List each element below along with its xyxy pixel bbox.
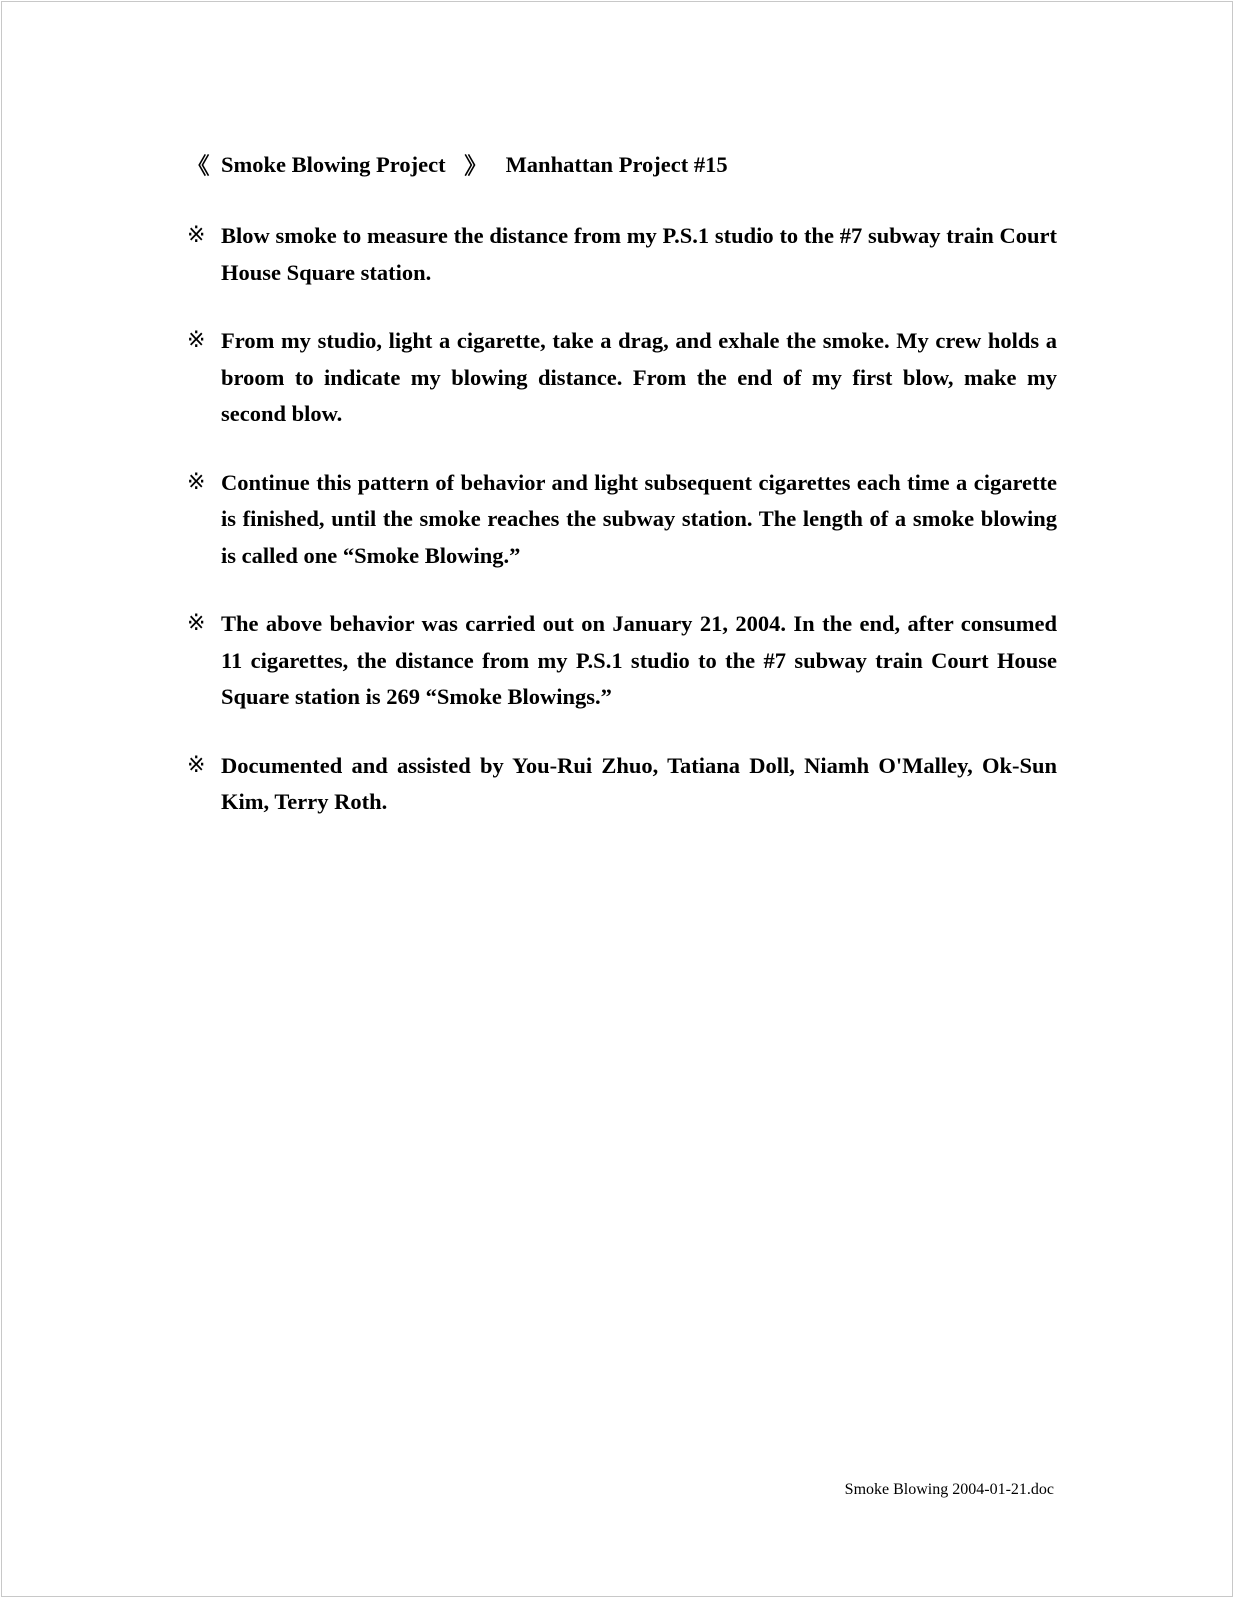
document-body (187, 148, 1057, 853)
paragraph-text: Documented and assisted by You-Rui Zhuo, Tatiana Doll, Niamh O'Malley, Ok-Sun Kim, Terry Roth. (221, 752, 1057, 814)
document-title (187, 148, 1057, 182)
reference-mark-icon: ※ (187, 469, 206, 495)
paragraph-text: The above behavior was carried out on January 21, 2004. In the end, after consumed 11 cigarettes, the distance from my P.S.1 studio to the #7 subway train Court House Square station is 269 “Smoke Blowings.” (221, 611, 1057, 709)
paragraph-item (187, 323, 1057, 433)
paragraph-item (187, 748, 1057, 821)
paragraph-text: From my studio, light a cigarette, take a drag, and exhale the smoke. My crew holds a broom to indicate my blowing distance. From the end of my first blow, make my second blow. (221, 328, 1057, 426)
title-open-bracket: 《 (187, 154, 210, 179)
reference-mark-icon: ※ (187, 223, 206, 248)
reference-mark-icon: ※ (187, 611, 206, 636)
paragraph-text: Blow smoke to measure the distance from my P.S.1 studio to the #7 subway train Court House Square station. (221, 223, 1057, 285)
title-project-name: Smoke Blowing Project (221, 152, 446, 177)
paragraph-item (187, 218, 1057, 291)
reference-mark-icon: ※ (187, 752, 206, 778)
title-close-bracket: 》 (464, 154, 487, 179)
document-page (1, 1, 1233, 1597)
title-series: Manhattan Project #15 (505, 152, 728, 177)
paragraph-text: Continue this pattern of behavior and light subsequent cigarettes each time a cigarette is finished, until the smoke reaches the subway station. The length of a smoke blowing is called one “Smoke Blowing.” (221, 469, 1057, 568)
reference-mark-icon: ※ (187, 328, 206, 353)
paragraph-item (187, 606, 1057, 716)
paragraph-item (187, 465, 1057, 575)
document-footer-filename: Smoke Blowing 2004-01-21.doc (844, 1481, 1054, 1498)
